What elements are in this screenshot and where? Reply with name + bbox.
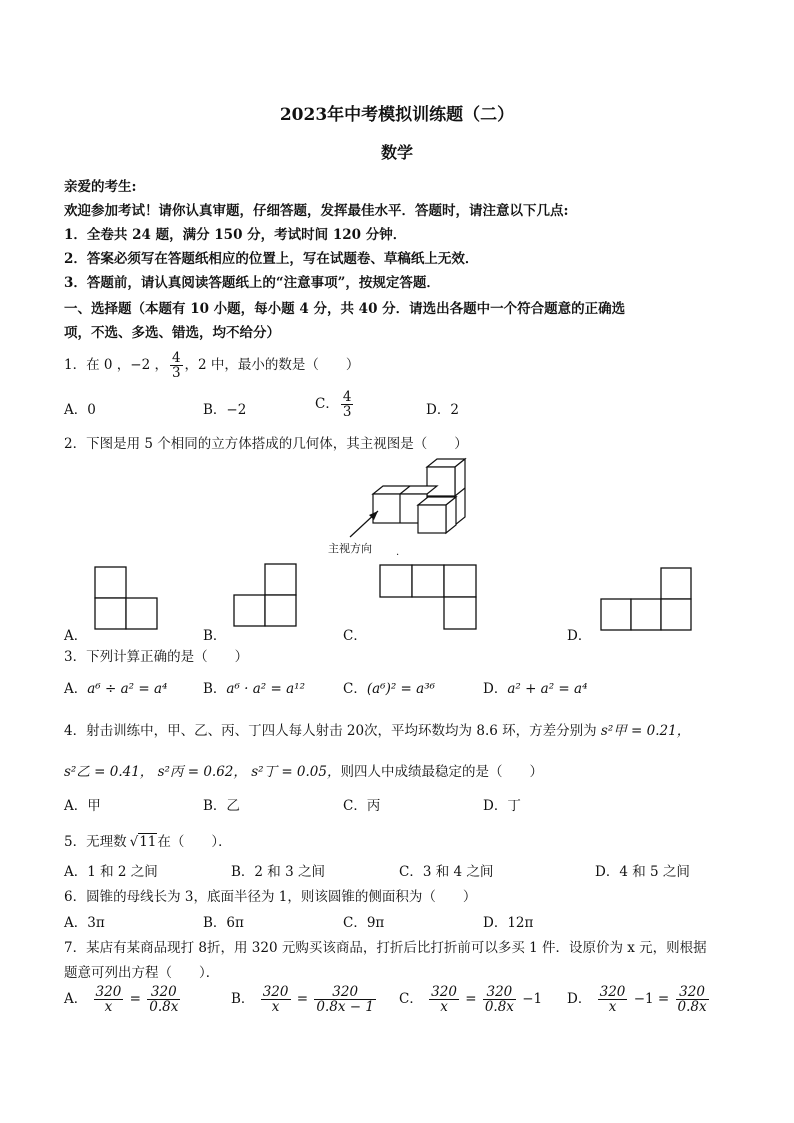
q5-stem-a: 5．无理数 [64,834,127,850]
question-7-line1: 7．某店有某商品现打 8折，用 320 元购买该商品，打折后比打折前可以多买 1 件．设原价为 x 元，则根据 [64,940,707,956]
q2-option-c: C． [343,628,367,644]
q4-variance-bing: s²丙 = 0.62， [157,764,247,780]
q4-stem-a: 4．射击训练中，甲、乙、丙、丁四人每人射击 20次，平均环数均为 8.6 环，方差分别为 [64,723,597,739]
page-title: 2023年中考模拟训练题（二） [279,105,515,125]
q2-option-a-figure [95,567,158,631]
q3-a-expr: a⁶ ÷ a² = a⁴ [87,681,168,697]
q1-c-den: 3 [342,404,352,421]
figure-dot: . [396,547,400,558]
q7-a-label: A． [64,991,88,1008]
q7-c-minus1: −1 [522,991,543,1008]
q1-frac-den: 3 [171,365,181,382]
question-2-stem: 2．下图是用 5 个相同的立方体搭成的几何体，其主视图是（ ） [64,436,468,452]
q7-b-label: B． [231,991,255,1008]
q2-option-a: A． [64,628,88,644]
q5-stem-b: 在（ ）． [157,834,232,850]
q4-option-d: D．丁 [483,798,521,814]
q1-c-num: 4 [342,389,352,405]
q3-b-expr: a⁶ · a² = a¹² [226,681,305,697]
question-5-stem [64,830,232,850]
q2-option-c-figure [380,565,476,631]
q6-option-c: C．9π [343,915,385,931]
sqrt-icon: √ [129,834,139,850]
q4-option-b: B．乙 [203,798,240,814]
q7-c-num2: 320 [483,985,516,1000]
q6-option-a: A．3π [64,915,105,931]
q2-option-b: B． [203,628,227,644]
q7-b-den2: 0.8x − 1 [316,999,374,1016]
q7-a-den1: x [104,999,113,1016]
q7-c-label: C． [399,991,423,1008]
q6-option-d: D．12π [483,915,534,931]
question-4-stem-line2 [64,760,543,780]
q3-option-b [203,677,305,697]
question-4-stem [64,719,690,739]
q5-option-d: D．4 和 5 之间 [595,864,690,880]
q6-option-b: B．6π [203,915,244,931]
q1-stem-b: ，2 中，最小的数是（ ） [184,357,360,374]
q3-b-label: B． [203,681,227,697]
q7-d-num1: 320 [599,984,626,1000]
q7-b-eq: = [296,991,309,1008]
q1-option-c-label: C． [315,396,339,413]
note-3: 3．答题前，请认真阅读答题纸上的“注意事项”，按规定答题． [64,275,440,291]
q7-option-d [567,985,711,1014]
q2-option-b-figure [234,564,297,628]
question-6-stem: 6．圆锥的母线长为 3，底面半径为 1，则该圆锥的侧面积为（ ） [64,889,477,905]
q7-a-eq: = [129,991,141,1008]
q7-d-den1: x [608,999,617,1016]
q7-option-c [399,985,542,1014]
q7-a-den2: 0.8x [149,999,179,1016]
greeting: 亲爱的考生: [64,179,137,195]
q7-d-minus1: −1 [633,991,654,1008]
q7-b-den1: x [271,999,280,1016]
note-1: 1．全卷共 24 题，满分 150 分，考试时间 120 分钟． [64,227,407,243]
q5-option-c: C．3 和 4 之间 [399,864,494,880]
q5-option-b: B．2 和 3 之间 [231,864,325,880]
q7-b-num1: 320 [262,984,289,1000]
q2-option-d-figure [601,568,693,632]
q7-c-num1: 320 [431,984,457,1000]
question-1-stem [64,351,359,380]
q7-d-num2: 320 [676,985,709,1000]
q7-a-num2: 320 [147,985,180,1000]
q7-d-eq: = [657,991,670,1008]
q4-variance-jia: s²甲 = 0.21， [600,723,691,739]
q5-option-a: A．1 和 2 之间 [64,864,158,880]
q3-option-d [483,677,588,697]
q7-option-b [231,985,378,1014]
q4-option-a: A．甲 [64,798,101,814]
q7-a-num1: 320 [95,984,122,1000]
q7-c-eq: = [465,991,477,1008]
q4-stem-b: 则四人中成绩最稳定的是（ ） [340,764,543,780]
section-heading-line2: 项，不选、多选、错选，均不给分） [64,325,280,341]
question-7-line2: 题意可列出方程（ ）． [64,965,220,981]
welcome-text: 欢迎参加考试！请你认真审题，仔细答题，发挥最佳水平．答题时，请注意以下几点: [64,203,569,219]
q4-option-c: C．丙 [343,798,381,814]
q7-c-den1: x [440,999,448,1016]
q3-a-label: A． [64,681,88,697]
q1-stem-a: 1．在 0 ，−2 ， [64,357,168,374]
q7-d-label: D． [567,991,592,1008]
q7-c-den2: 0.8x [484,999,514,1016]
note-2: 2．答案必须写在答题纸相应的位置上，写在试题卷、草稿纸上无效． [64,251,479,267]
q3-option-a [64,677,167,697]
q5-radicand: 11 [139,834,157,850]
question-3-stem: 3．下列计算正确的是（ ） [64,649,249,665]
q3-c-expr: (a⁶)² = a³⁶ [366,681,436,697]
q1-option-a: A．0 [64,402,96,418]
q7-option-a [64,985,182,1014]
section-heading-line1: 一、选择题（本题有 10 小题，每小题 4 分，共 40 分．请选出各题中一个符合题意的正确选 [64,301,626,317]
q1-option-d: D．2 [426,402,459,418]
q1-frac-num: 4 [171,350,181,366]
view-direction-label: 主视方向 [328,542,372,555]
q4-variance-ding: s²丁 = 0.05， [251,764,341,780]
q3-option-c [343,677,435,697]
q3-d-expr: a² + a² = a⁴ [507,681,588,697]
q3-d-label: D． [483,681,508,697]
q3-c-label: C． [343,681,367,697]
q1-option-c [315,390,355,419]
q7-b-num2: 320 [314,985,376,1000]
q1-option-b: B．−2 [203,402,247,418]
q2-option-d: D． [567,628,592,644]
q7-d-den2: 0.8x [677,999,707,1016]
subject-title: 数学 [380,143,413,162]
q4-variance-yi: s²乙 = 0.41， [64,764,154,780]
